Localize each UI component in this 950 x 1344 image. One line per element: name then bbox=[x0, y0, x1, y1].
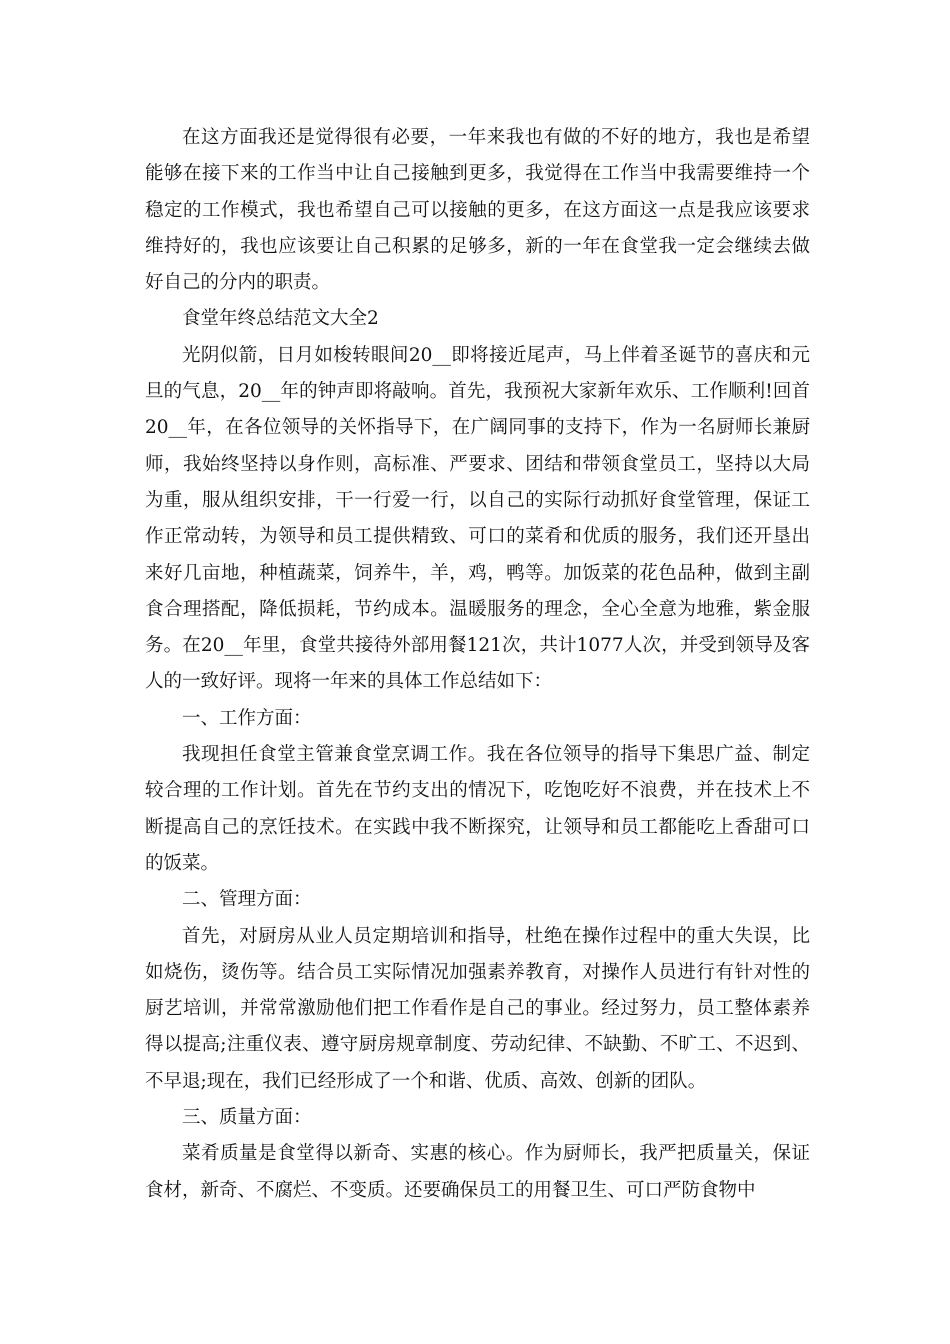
document-body bbox=[145, 120, 810, 1209]
section-title: 食堂年终总结范文大全2 bbox=[182, 308, 379, 330]
paragraph-management: 首先，对厨房从业人员定期培训和指导，杜绝在操作过程中的重大失误，比如烧伤，烫伤等。结合员工实际情况加强素养教育，对操作人员进行有针对性的厨艺培训，并常常激励他们把工作看作是自己的事业。经过努力，员工整体素养得以提高;注重仪表、遵守厨房规章制度、劳动纪律、不缺勤、不旷工、不迟到、不早退;现在，我们已经形成了一个和谐、优质、高效、创新的团队。 bbox=[145, 925, 810, 1092]
heading-quality: 三、质量方面： bbox=[182, 1107, 312, 1129]
paragraph-work: 我现担任食堂主管兼食堂烹调工作。我在各位领导的指导下集思广益、制定较合理的工作计划。首先在节约支出的情况下，吃饱吃好不浪费，并在技术上不断提高自己的烹饪技术。在实践中我不断探究，让领导和员工都能吃上香甜可口的饭菜。 bbox=[145, 744, 810, 874]
heading-work: 一、工作方面： bbox=[182, 707, 312, 729]
paragraph-intro: 光阴似箭，日月如梭转眼间20__即将接近尾声，马上伴着圣诞节的喜庆和元旦的气息，20__年的钟声即将敲响。首先，我预祝大家新年欢乐、工作顺利!回首20__年，在各位领导的关怀指导下，在广阔同事的支持下，作为一名厨师长兼厨师，我始终坚持以身作则，高标准、严要求、团结和带领食堂员工，坚持以大局为重，服从组织安排，干一行爱一行，以自己的实际行动抓好食堂管理，保证工作正常动转，为领导和员工提供精致、可口的菜肴和优质的服务，我们还开垦出来好几亩地，种植蔬菜，饲养牛，羊，鸡，鸭等。加饭菜的花色品种，做到主副食合理搭配，降低损耗，节约成本。温暖服务的理念，全心全意为地雅，紫金服务。在20__年里，食堂共接待外部用餐121次，共计1077人次，并受到领导及客人的一致好评。现将一年来的具体工作总结如下： bbox=[145, 344, 810, 693]
heading-management: 二、管理方面： bbox=[182, 889, 312, 911]
paragraph-closing-previous: 在这方面我还是觉得很有必要，一年来我也有做的不好的地方，我也是希望能够在接下来的工作当中让自己接触到更多，我觉得在工作当中我需要维持一个稳定的工作模式，我也希望自己可以接触的更多，在这方面这一点是我应该要求维持好的，我也应该要让自己积累的足够多，新的一年在食堂我一定会继续去做好自己的分内的职责。 bbox=[145, 127, 810, 294]
paragraph-quality: 菜肴质量是食堂得以新奇、实惠的核心。作为厨师长，我严把质量关，保证食材，新奇、不腐烂、不变质。还要确保员工的用餐卫生、可口严防食物中 bbox=[145, 1143, 810, 1201]
